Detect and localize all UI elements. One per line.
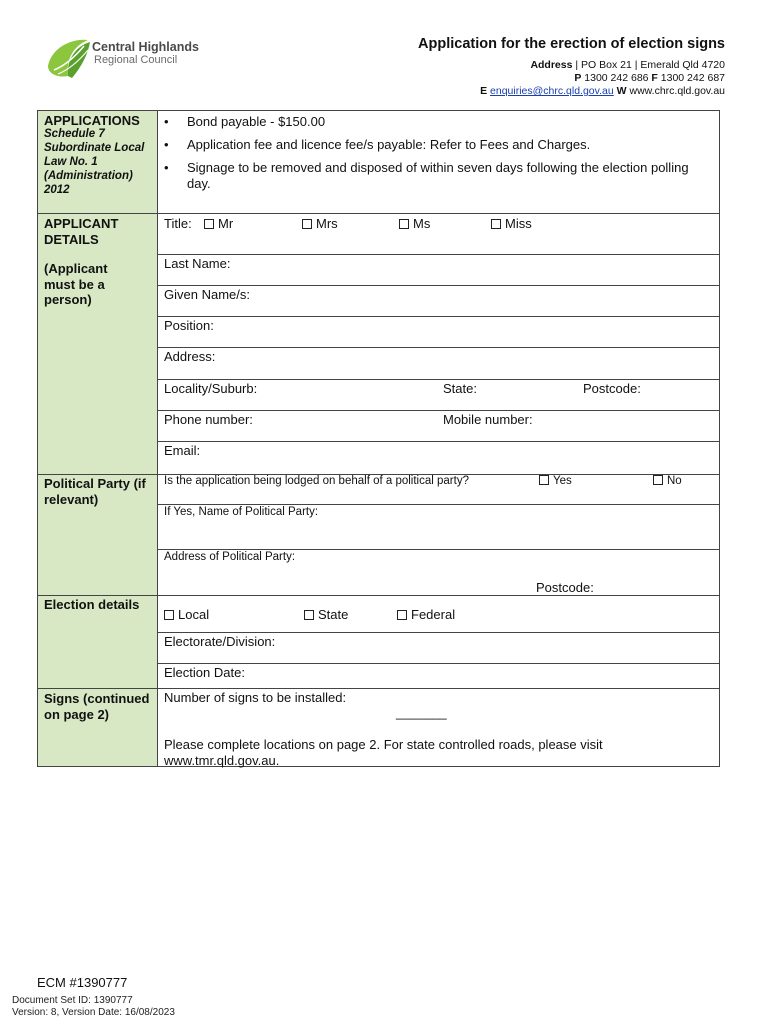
state-field[interactable]: State:: [443, 381, 477, 396]
website-text: www.chrc.qld.gov.au: [629, 85, 725, 97]
election-date-field[interactable]: Election Date:: [164, 665, 245, 680]
checkbox-icon: [302, 219, 312, 229]
page-title: Application for the erection of election signs: [418, 36, 725, 52]
email-link[interactable]: enquiries@chrc.qld.gov.au: [490, 85, 614, 97]
ecm-number: ECM #1390777: [37, 975, 128, 990]
party-postcode-field[interactable]: Postcode:: [536, 580, 594, 595]
address-line: Address | PO Box 21 | Emerald Qld 4720: [530, 59, 725, 71]
signs-label: Signs (continued on page 2): [44, 691, 150, 722]
applications-label: APPLICATIONS: [44, 113, 140, 128]
row-divider: [158, 379, 719, 380]
tmr-website-text: www.tmr.qld.gov.au.: [164, 753, 280, 768]
document-set-id: Document Set ID: 1390777: [12, 995, 133, 1006]
row-divider: [158, 632, 719, 633]
mobile-field[interactable]: Mobile number:: [443, 412, 533, 427]
version-info: Version: 8, Version Date: 16/08/2023: [12, 1007, 175, 1018]
title-miss-checkbox[interactable]: Miss: [491, 216, 532, 231]
bullet-icon: •: [164, 114, 169, 129]
bullet-icon: •: [164, 137, 169, 152]
section-divider: [38, 595, 719, 596]
election-federal-checkbox[interactable]: Federal: [397, 607, 455, 622]
applications-local-law: Schedule 7 Subordinate Local Law No. 1 (Administration) 2012: [44, 128, 145, 196]
party-name-field[interactable]: If Yes, Name of Political Party:: [164, 506, 319, 518]
row-divider: [158, 410, 719, 411]
political-no-checkbox[interactable]: No: [653, 475, 682, 487]
email-field[interactable]: Email:: [164, 443, 201, 458]
checkbox-icon: [397, 610, 407, 620]
contact-line: E enquiries@chrc.qld.gov.au W www.chrc.qld.gov.au: [480, 85, 725, 97]
logo-line1: Central Highlands: [92, 40, 199, 54]
row-divider: [158, 347, 719, 348]
postcode-field[interactable]: Postcode:: [583, 381, 641, 396]
applicant-note: (Applicant must be a person): [44, 261, 108, 307]
row-divider: [158, 663, 719, 664]
political-yes-checkbox[interactable]: Yes: [539, 475, 572, 487]
electorate-field[interactable]: Electorate/Division:: [164, 634, 276, 649]
row-divider: [158, 549, 719, 550]
address-field[interactable]: Address:: [164, 349, 216, 364]
locality-field[interactable]: Locality/Suburb:: [164, 381, 258, 396]
row-divider: [158, 504, 719, 505]
sign-count-field[interactable]: _______: [396, 705, 447, 720]
checkbox-icon: [653, 475, 663, 485]
checkbox-icon: [399, 219, 409, 229]
applicant-details-label: APPLICANT DETAILS: [44, 216, 119, 247]
election-state-checkbox[interactable]: State: [304, 607, 348, 622]
election-details-label: Election details: [44, 597, 140, 612]
row-divider: [158, 441, 719, 442]
phone-line: P 1300 242 686 F 1300 242 687: [574, 72, 725, 84]
bond-text: Bond payable - $150.00: [187, 114, 326, 129]
section-divider: [38, 213, 719, 214]
title-mrs-checkbox[interactable]: Mrs: [302, 216, 338, 231]
title-label: Title:: [164, 216, 192, 231]
given-names-field[interactable]: Given Name/s:: [164, 287, 250, 302]
phone-field[interactable]: Phone number:: [164, 412, 253, 427]
checkbox-icon: [164, 610, 174, 620]
political-party-question: Is the application being lodged on behalf of a political party?: [164, 475, 469, 487]
checkbox-icon: [204, 219, 214, 229]
sign-count-label: Number of signs to be installed:: [164, 690, 347, 705]
bullet-icon: •: [164, 160, 169, 175]
political-party-label: Political Party (if relevant): [44, 476, 146, 507]
fee-text: Application fee and licence fee/s payable: Refer to Fees and Charges.: [187, 137, 591, 152]
title-ms-checkbox[interactable]: Ms: [399, 216, 430, 231]
section-divider: [38, 688, 719, 689]
row-divider: [158, 316, 719, 317]
logo-line2: Regional Council: [94, 54, 178, 66]
checkbox-icon: [491, 219, 501, 229]
removal-text: Signage to be removed and disposed of within seven days following the election polling day.: [187, 160, 689, 191]
row-divider: [158, 285, 719, 286]
party-address-field[interactable]: Address of Political Party:: [164, 551, 296, 563]
position-field[interactable]: Position:: [164, 318, 214, 333]
title-mr-checkbox[interactable]: Mr: [204, 216, 233, 231]
election-local-checkbox[interactable]: Local: [164, 607, 209, 622]
checkbox-icon: [539, 475, 549, 485]
section-label-column: [38, 111, 158, 766]
last-name-field[interactable]: Last Name:: [164, 256, 231, 271]
signs-note: Please complete locations on page 2. For state controlled roads, please visit: [164, 737, 603, 752]
application-form: [37, 110, 720, 767]
row-divider: [158, 254, 719, 255]
checkbox-icon: [304, 610, 314, 620]
